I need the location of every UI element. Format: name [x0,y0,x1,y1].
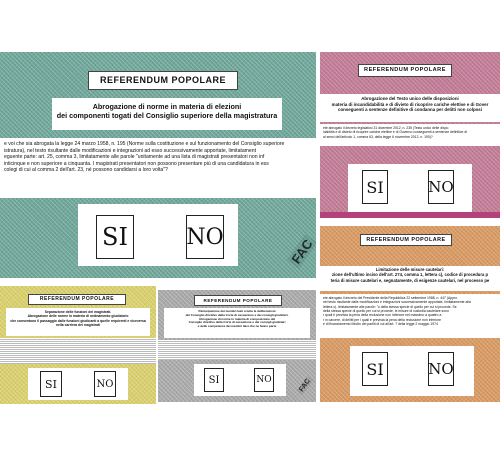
subject-line: Abrogazione di norme in materia di composizione del [198,316,276,321]
question-line: e voi che sia abrogata la legge 24 marzo 1958, n. 195 (Norme sulla costituzione e sul funzionamento del Consiglio superiore [4,141,285,147]
ballot-gray [158,290,316,402]
question-line: colegi di cui al comma 2 dell'art. 23, né possono candidarsi a loro volta"? [4,167,168,174]
subject-line: Abrogazione di norme in materia di elezioni [92,102,242,111]
ballot-title: REFERENDUM POPOLARE [194,295,282,306]
subject-line: Partecipazione dei membri laici a tutte le deliberazioni [198,309,276,313]
subject-line: dei componenti togati del Consiglio superiore della magistratura [56,111,278,120]
question-line: lettera c), limitatamente alle parole: "o della stessa specie di quello per cui si procede. Se [323,304,457,309]
ballot-subject [6,308,150,336]
ballot-question-text [0,338,156,364]
ballot-question-text [320,294,500,338]
ballot-title: REFERENDUM POPOLARE [358,64,452,77]
ballot-yellow [0,286,156,404]
subject-line: Abrogazione del Testo unico delle disposizioni [361,96,459,101]
question-line: nel testo risultante dalle modificazioni e integrazioni successivamente apportate, limitatamente alla [323,300,471,305]
no-box[interactable]: NO [186,215,224,259]
question-line: ete abrogato il decreto del Presidente della Repubblica 22 settembre 1988, n. 447 (Appro [323,296,458,300]
ballot-title: REFERENDUM POPOLARE [360,234,452,246]
yes-box[interactable]: SI [96,215,134,259]
no-box[interactable]: NO [254,368,274,392]
question-line: e di finanziamento illecito dei partiti di cui all'art. 7 della legge 2 maggio 1974 [323,322,438,327]
yes-box[interactable]: SI [362,170,388,204]
question-line: r in carcere, di delitti per i quali è prevista la pena della reclusione non inferiore [323,317,441,322]
subject-line: nella carriera dei magistrati [55,322,101,327]
subject-line: che consentono il passaggio dalle funzioni giudicanti a quelle requirenti e viceversa [10,318,146,323]
question-line: inticinque e non superiore a cinquanta. I magistrati presentatori non possono presentare più di una candidatura in ess [4,160,269,167]
yes-box[interactable]: SI [362,352,388,386]
subject-line: teria di misure cautelari e, segnatamente, di esigenze cautelari, nel processo pe [330,277,490,283]
facsimile-tag: FAC [298,377,312,394]
question-line: ete abrogato il decreto legislativo 31 dicembre 2012, n. 235 (Testo unico delle dispo [323,126,449,130]
subject-line: zione dell'ultimo inciso dell'art. 274, comma 1, lettera c), codice di procedura p [331,272,489,278]
question-line: eguente parte: art. 25, comma 3, limitatamente alle parole "unitamente ad una lista di magistrati presentatori non inf [4,154,265,161]
no-box[interactable]: NO [428,170,454,204]
ballot-subject [164,308,310,338]
subject-line: Limitazione delle misure cautelari: [375,267,445,272]
subject-line: conseguenti a sentenze definitive di condanna per delitti non colposi [338,107,482,112]
question-line: istratura), nel testo risultante dalle modificazioni e integrazioni ad esso successivamente apportate, limitatament [4,147,256,154]
subject-line: Separazione delle funzioni dei magistrati. [44,310,112,314]
ballot-orange [320,226,500,402]
subject-line: Abrogazione delle norme in materia di ordinamento giudiziario [27,314,129,319]
ballot-title: REFERENDUM POPOLARE [88,71,238,90]
question-line: r quali è prevista la pena della reclusione non inferiore nel massimo a quattro a [323,313,442,318]
question-line: idabilità e di divieto di ricoprire cariche elettive e di Governo conseguenti a sentenze definitive di [323,130,467,135]
ballot-subject [320,94,500,122]
ballot-title: REFERENDUM POPOLARE [28,294,126,305]
no-box[interactable]: NO [94,371,116,397]
facsimile-tag: FAC [287,234,316,269]
ballot-main-teal [0,52,316,278]
yes-box[interactable]: SI [204,368,224,392]
question-line: della stessa specie di quello per cui si procede, le misure di custodia cautelare sono [323,309,449,314]
ballot-question-text [0,138,316,198]
no-box[interactable]: NO [428,352,454,386]
question-line: ai sensi dell'articolo 1, comma 63, della legge 6 novembre 2012, n. 190)? [323,134,433,139]
subject-line: Consiglio direttivo della Corte di cassazione e dei consigli giudiziari [188,320,286,325]
yes-box[interactable]: SI [40,371,62,397]
ballot-subject [320,266,500,291]
ballot-subject [52,98,282,130]
ballot-question-text [320,124,500,146]
ballot-pink [320,52,500,218]
subject-line: materia di incandidabilità e di divieto di ricoprire cariche elettive e di Gover [331,101,489,107]
subject-line: del Consiglio direttivo della Corte di cassazione e dei consigli giudiziari. [185,312,289,317]
ballot-question-text [158,340,316,360]
subject-line: e delle competenze dei membri laici che ne fanno parte [197,324,277,328]
ballot-bottom-strip [320,212,500,218]
